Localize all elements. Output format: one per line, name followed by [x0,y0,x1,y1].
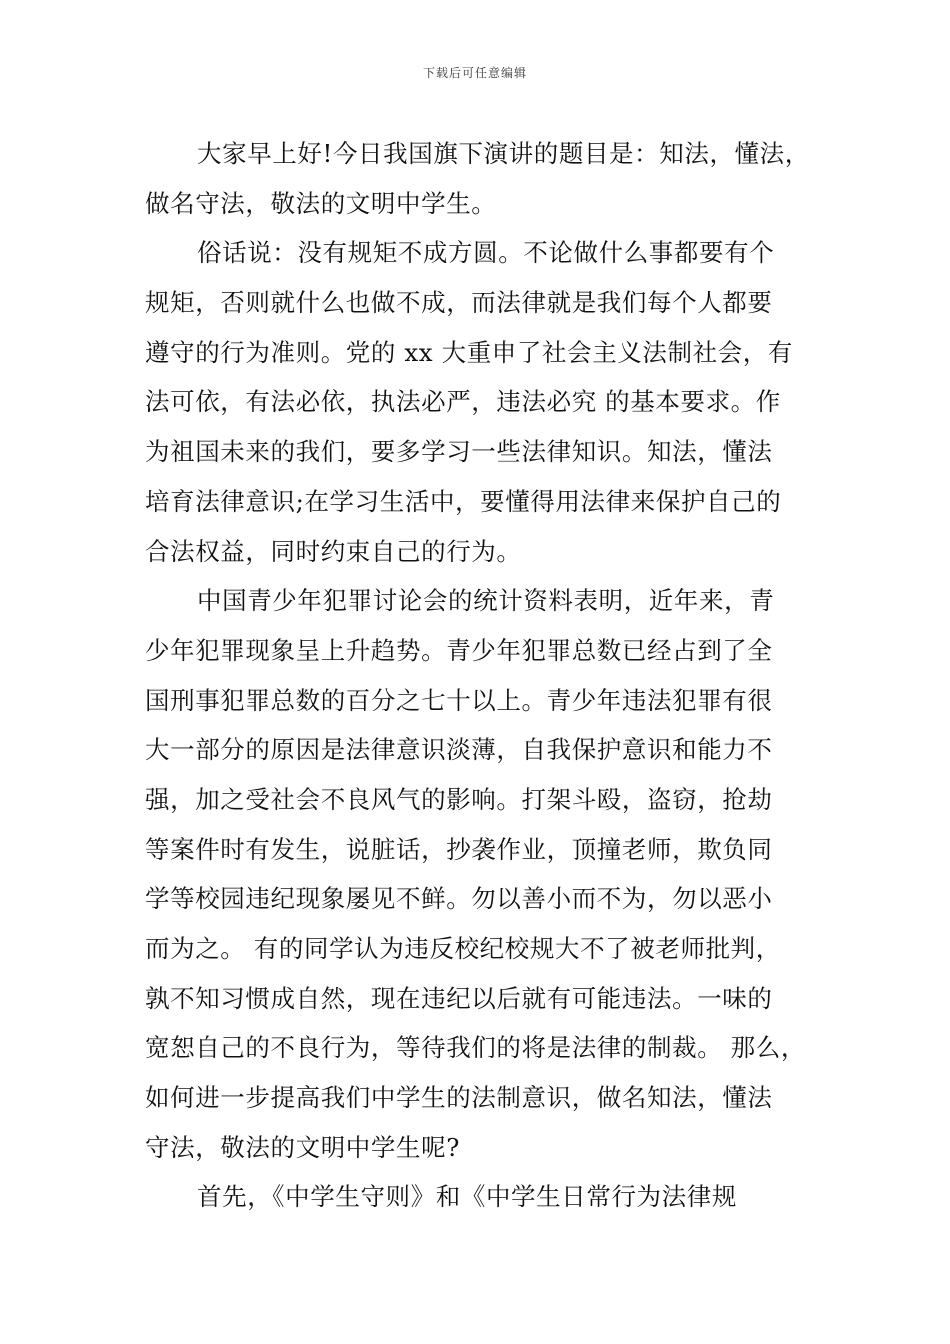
text-line: 国刑事犯罪总数的百分之七十以上。青少年违法犯罪有很 [145,685,773,715]
text-line: 合法权益，同时约束自己的行为。 [145,536,522,566]
text-line: 大一部分的原因是法律意识淡薄，自我保护意识和能力不 [145,735,773,765]
text-line: 如何进一步提高我们中学生的法制意识，做名知法，懂法 [145,1083,773,1113]
page-header: 下载后可任意编辑 [422,66,527,80]
text-line: 等案件时有发生，说脏话，抄袭作业，顶撞老师，欺负同 [145,834,773,864]
text-line: 俗话说：没有规矩不成方圆。不论做什么事都要有个 [197,238,775,268]
text-line: 首先，《中学生守则》和《中学生日常行为法律规 [197,1182,737,1212]
text-line: 做名守法，敬法的文明中学生。 [145,188,497,218]
text-line: 为祖国未来的我们，要多学习一些法律知识。知法，懂法 [145,437,773,467]
text-line: 宽恕自己的不良行为，等待我们的将是法律的制裁。 那么， [145,1033,806,1063]
text-line: 培育法律意识;在学习生活中，要懂得用法律来保护自己的 [145,486,782,516]
text-line: 强，加之受社会不良风气的影响。打架斗殴，盗窃，抢劫 [145,784,773,814]
text-line: 学等校园违纪现象屡见不鲜。勿以善小而不为，勿以恶小 [145,884,773,914]
text-line: 法可依，有法必依，执法必严，违法必究 的基本要求。作 [145,387,781,417]
text-line: 中国青少年犯罪讨论会的统计资料表明，近年来，青 [197,586,775,616]
text-line: 规矩，否则就什么也做不成，而法律就是我们每个人都要 [145,288,773,318]
text-line: 而为之。 有的同学认为违反校纪校规大不了被老师批判， [145,934,781,963]
text-line: 遵守的行为准则。党的 xx 大重申了社会主义法制社会，有 [145,337,794,367]
text-line: 守法，敬法的文明中学生呢? [145,1132,460,1162]
text-line: 孰不知习惯成自然，现在违纪以后就有可能违法。一味的 [145,983,773,1013]
text-line: 大家早上好!今日我国旗下演讲的题目是：知法，懂法， [197,139,810,168]
speech-body [145,129,825,1222]
text-line: 少年犯罪现象呈上升趋势。青少年犯罪总数已经占到了全 [145,635,773,665]
